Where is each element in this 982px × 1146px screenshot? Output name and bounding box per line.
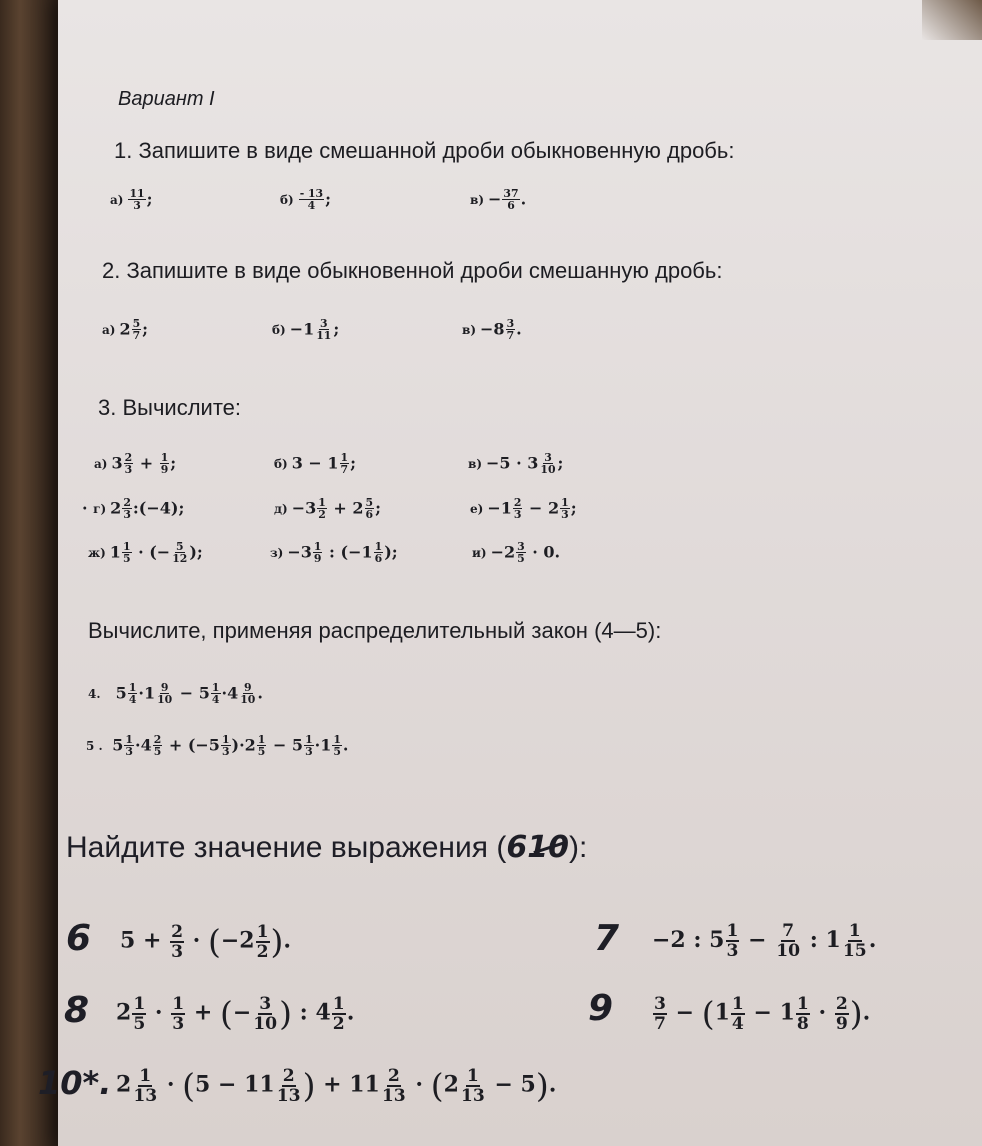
task1-a: а) $\frac{11}{3}$ ; bbox=[110, 187, 153, 213]
task8-expression: 2 $\frac{1}{5}$ · $\frac{1}{3}$ + (− $\frac{3}{10}$ ) : 4 $\frac{1}{2}$ . bbox=[116, 993, 355, 1034]
task7-expression: −2 : 5 $\frac{1}{3}$ − $\frac{7}{10}$ : 1 $\frac{1}{15}$ . bbox=[652, 921, 877, 961]
task3-c: в) −5 · 3 $\frac{3}{10}$ ; bbox=[468, 451, 564, 477]
task3-d: · г) 2 $\frac{2}{3}$ :(−4); bbox=[82, 496, 185, 522]
task7-number: 7 bbox=[594, 918, 620, 959]
task3-i: и) −2 $\frac{3}{5}$ · 0. bbox=[472, 540, 561, 566]
variant-title: Вариант I bbox=[118, 88, 215, 110]
task3-heading: 3. Вычислите: bbox=[98, 395, 241, 420]
task5: 5 . 5 $\frac{1}{3}$ ·4 $\frac{2}{5}$ + (−5 $\frac{1}{3}$ )·2 $\frac{1}{5}$ − 5 $\frac{1}{3}$ ·1 $\frac{1}{5}$ . bbox=[86, 733, 349, 759]
crossed-out-number: 10 bbox=[527, 830, 569, 865]
task3-h: з) −3 $\frac{1}{9}$ : (−1 $\frac{1}{6}$ ); bbox=[270, 540, 398, 566]
task3-f: е) −1 $\frac{2}{3}$ − 2 $\frac{1}{3}$ ; bbox=[470, 496, 577, 522]
task6-number: 6 bbox=[66, 918, 92, 959]
task3-b: б) 3 − 1 $\frac{1}{7}$ ; bbox=[274, 451, 356, 477]
task4: 4. 5 $\frac{1}{4}$ ·1 $\frac{9}{10}$ − 5 $\frac{1}{4}$ ·4 $\frac{9}{10}$ . bbox=[88, 681, 263, 707]
background-shadow bbox=[922, 0, 982, 40]
task3-a: а) 3 $\frac{2}{3}$ + $\frac{1}{9}$ ; bbox=[94, 451, 177, 477]
task1-b: б) $\frac{- 13}{4}$ ; bbox=[280, 187, 332, 213]
task2-c: в) −8 $\frac{3}{7}$ . bbox=[462, 317, 522, 343]
task1-c: в) − $\frac{37}{6}$ . bbox=[470, 187, 527, 213]
find-heading: Найдите значение выражения (610): bbox=[66, 830, 588, 865]
task3-g: ж) 1 $\frac{1}{5}$ · (− $\frac{5}{12}$ ); bbox=[88, 540, 203, 566]
task3-e: д) −3 $\frac{1}{2}$ + 2 $\frac{5}{6}$ ; bbox=[274, 496, 381, 522]
task9-expression: $\frac{3}{7}$ − (1 $\frac{1}{4}$ − 1 $\frac{1}{8}$ · $\frac{2}{9}$ ). bbox=[654, 993, 871, 1034]
task6-expression: 5 + $\frac{2}{3}$ · (−2 $\frac{1}{2}$ ). bbox=[120, 921, 292, 962]
task1-heading: 1. Запишите в виде смешанной дроби обыкновенную дробь: bbox=[114, 138, 735, 163]
task9-number: 9 bbox=[588, 988, 614, 1029]
task8-number: 8 bbox=[64, 990, 90, 1031]
task2-b: б) −1 $\frac{3}{11}$ ; bbox=[272, 317, 340, 343]
task2-a: а) 2 $\frac{5}{7}$ ; bbox=[102, 317, 149, 343]
task10-number: 10*. bbox=[38, 1064, 112, 1102]
task10-expression: 2 $\frac{1}{13}$ · (5 − 11 $\frac{2}{13}$ ) + 11 $\frac{2}{13}$ · (2 $\frac{1}{13}$ − 5). bbox=[116, 1065, 557, 1106]
task2-heading: 2. Запишите в виде обыкновенной дроби смешанную дробь: bbox=[102, 258, 723, 283]
distributive-heading: Вычислите, применяя распределительный закон (4—5): bbox=[88, 618, 662, 643]
worksheet-page bbox=[38, 0, 982, 1146]
